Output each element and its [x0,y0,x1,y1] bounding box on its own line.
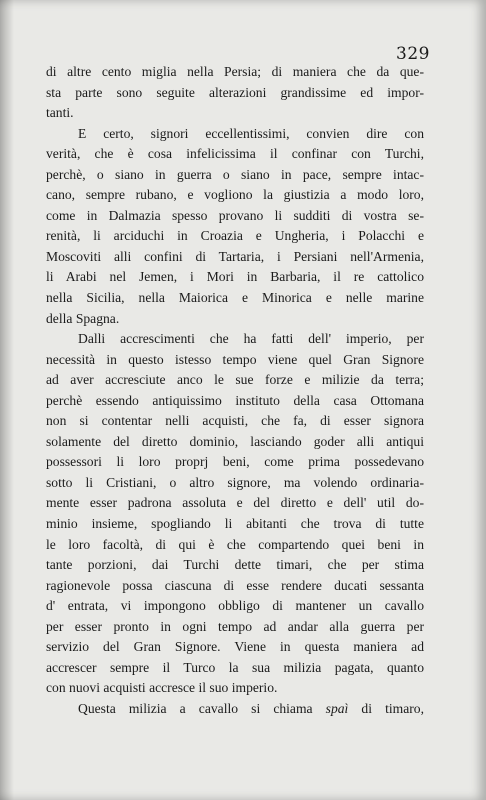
line-text: d' entrata, vi impongono obbligo di mantener un cavallo [46,598,424,614]
text-line [46,678,424,699]
line-text: di altre cento miglia nella Persia; di maniera che da que- [46,64,424,79]
line-text: E certo, signori eccellentissimi, convien dire con [78,125,424,141]
line-text: ragionevole possa ciascuna di esse rendere ducati sessanta [46,577,424,593]
text-line [46,103,424,124]
line-text: Dalli accrescimenti che ha fatti dell' imperio, per [78,331,424,347]
text-line [46,288,424,309]
text-line [46,329,424,350]
line-text: tante porzioni, dai Turchi dette timari, che per stima [46,557,424,573]
line-text: renità, li arciduchi in Croazia e Ungheria, i Polacchi e [46,228,424,244]
text-line [46,206,424,227]
line-text: perchè essendo antiquissimo instituto della casa Ottomana [46,392,424,408]
text-line [46,514,424,535]
line-text: servizio del Gran Signore. Viene in questa maniera ad [46,639,424,655]
text-line [46,493,424,514]
text-line [46,144,424,165]
text-line [46,658,424,679]
line-text: sta parte sono seguite alterazioni grandissime ed impor- [46,84,424,100]
line-text: mente esser padrona assoluta e del diretto e dell' util do- [46,495,424,511]
text-line [46,309,424,330]
line-text: solamente del diretto dominio, lasciando goder alli antiqui [46,433,424,449]
line-text: con nuovi acquisti accresce il suo imperio. [46,680,278,696]
line-text: li Arabi nel Jemen, i Mori in Barbaria, il re cattolico [46,269,424,285]
text-line [46,391,424,412]
line-text: nella Sicilia, nella Maiorica e Minorica e nelle marine [46,290,424,306]
text-line [46,432,424,453]
text-line [46,83,424,104]
line-text: possessori li loro proprj beni, come prima possedevano [46,454,424,470]
text-line [46,185,424,206]
line-text: tanti. [46,105,74,121]
line-text-after: di timaro, [348,700,424,716]
page-number: 329 [396,44,430,64]
line-text: per esser pronto in ogni tempo ad andar alla guerra per [46,618,424,634]
text-line [46,555,424,576]
line-text: perchè, o siano in guerra o siano in pace, sempre intac- [46,166,424,182]
text-line [46,617,424,638]
text-line [46,165,424,186]
text-line [46,452,424,473]
text-line [46,535,424,556]
line-text: della Spagna. [46,310,120,326]
line-text: come in Dalmazia spesso provano li sudditi di vostra se- [46,207,424,223]
line-text: Questa milizia a cavallo si chiama [78,700,313,716]
text-line [46,596,424,617]
line-text: minio insieme, spogliando li abitanti che trova di tutte [46,516,424,532]
text-line [46,473,424,494]
text-line [46,637,424,658]
body-text [46,62,424,720]
line-text: sotto li Cristiani, o altro signore, ma volendo ordinaria- [46,474,424,490]
line-text: Moscoviti alli confini di Tartaria, i Persiani nell'Armenia, [46,248,424,264]
text-line [46,124,424,145]
text-line [46,411,424,432]
text-line [46,267,424,288]
line-text: ad aver accresciute anco le sue forze e milizie da terra; [46,372,424,388]
line-text: cano, sempre rubano, e vogliono la giustizia a modo loro, [46,187,424,203]
line-text: non si contentar nelli acquisti, che fa, di esser signora [46,413,424,429]
text-line [46,699,424,720]
text-line [46,226,424,247]
line-text: le loro facoltà, di qui è che compartendo quei beni in [46,536,424,552]
text-line [46,350,424,371]
text-line [46,247,424,268]
line-text: verità, che è cosa infelicissima il confinar con Turchi, [46,146,424,162]
line-text: accrescer sempre il Turco la sua milizia pagata, quanto [46,659,424,675]
text-line [46,370,424,391]
text-line [46,62,424,83]
italic-term: spaì [325,700,349,716]
line-text: necessità in questo istesso tempo viene quel Gran Signore [46,351,424,367]
text-line [46,576,424,597]
